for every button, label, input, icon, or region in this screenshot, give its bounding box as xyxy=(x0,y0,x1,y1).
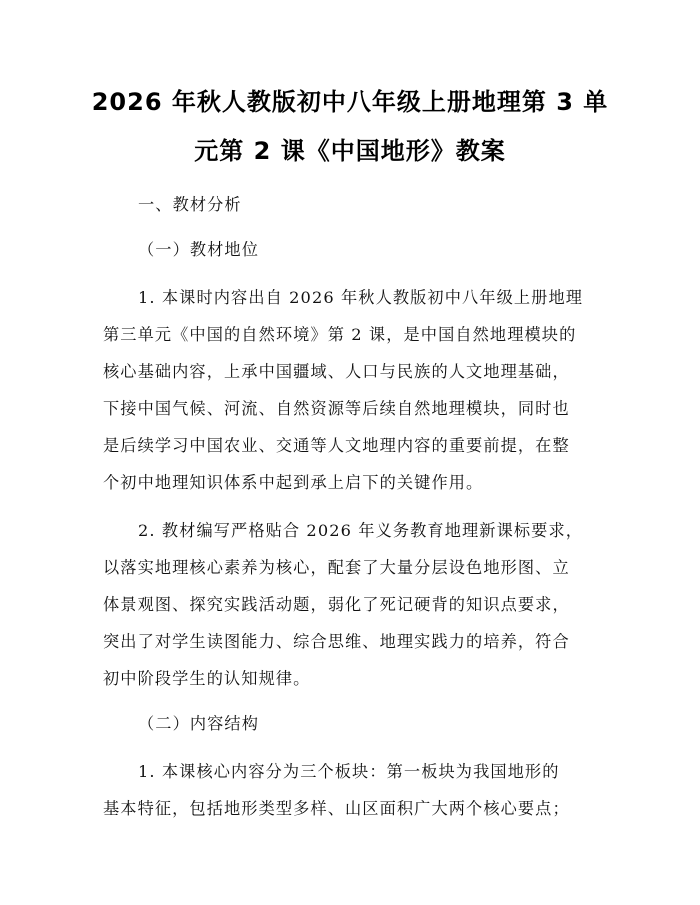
paragraph-3-line-2: 基本特征，包括地形类型多样、山区面积广大两个核心要点； xyxy=(103,799,570,818)
subsection-heading-materials-position: （一）教材地位 xyxy=(138,240,260,259)
paragraph-2-line-3: 体景观图、探究实践活动题，弱化了死记硬背的知识点要求， xyxy=(103,595,570,614)
paragraph-1-line-6: 个初中地理知识体系中起到承上启下的关键作用。 xyxy=(103,473,484,492)
paragraph-2-line-2: 以落实地理核心素养为核心，配套了大量分层设色地形图、立 xyxy=(103,558,570,577)
paragraph-1-line-5: 是后续学习中国农业、交通等人文地理内容的重要前提，在整 xyxy=(103,436,570,455)
subsection-heading-content-structure: （二）内容结构 xyxy=(138,714,260,733)
paragraph-2-line-4: 突出了对学生读图能力、综合思维、地理实践力的培养，符合 xyxy=(103,632,570,651)
paragraph-1-line-1: 1. 本课时内容出自 2026 年秋人教版初中八年级上册地理 xyxy=(138,288,584,307)
document-title-line-2: 元第 2 课《中国地形》教案 xyxy=(194,137,506,165)
paragraph-3-line-1: 1. 本课核心内容分为三个板块：第一板块为我国地形的 xyxy=(138,762,560,781)
paragraph-2-line-5: 初中阶段学生的认知规律。 xyxy=(103,669,311,688)
section-heading-materials-analysis: 一、教材分析 xyxy=(138,195,242,214)
paragraph-1-line-2: 第三单元《中国的自然环境》第 2 课，是中国自然地理模块的 xyxy=(103,325,577,344)
paragraph-1-line-4: 下接中国气候、河流、自然资源等后续自然地理模块，同时也 xyxy=(103,399,570,418)
paragraph-1-line-3: 核心基础内容，上承中国疆域、人口与民族的人文地理基础， xyxy=(103,362,570,381)
document-title-line-1: 2026 年秋人教版初中八年级上册地理第 3 单 xyxy=(91,88,609,116)
paragraph-2-line-1: 2. 教材编写严格贴合 2026 年义务教育地理新课标要求， xyxy=(138,521,584,540)
